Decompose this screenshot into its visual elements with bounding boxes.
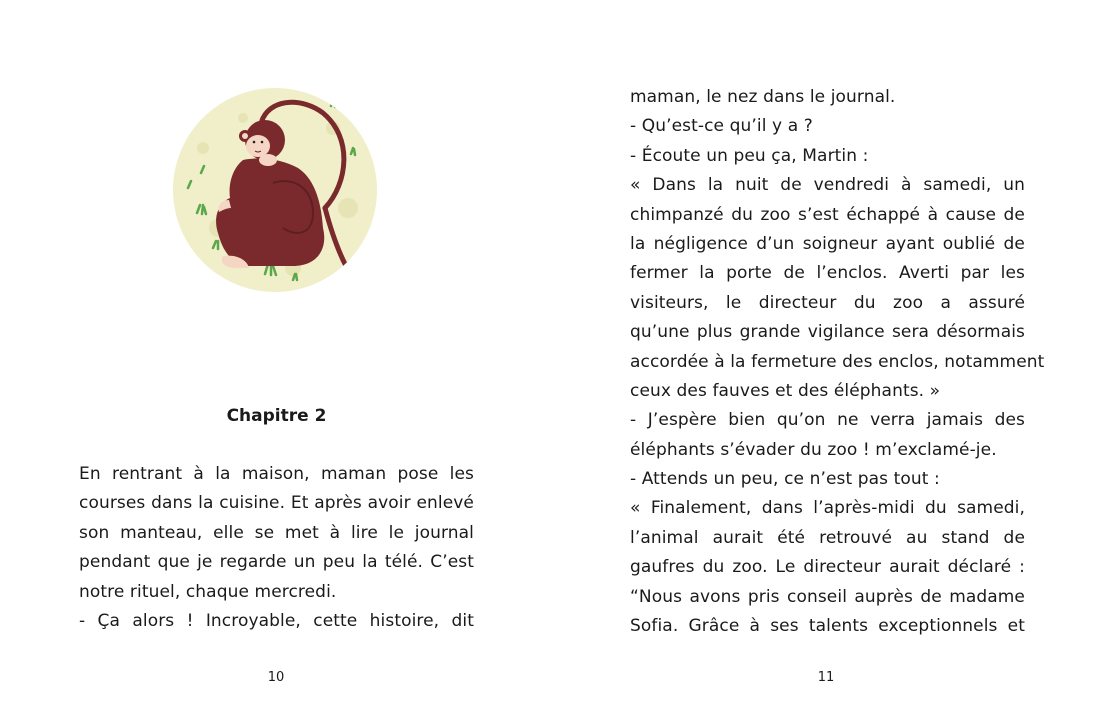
text-line: « Dans la nuit de vendredi à samedi, un — [630, 175, 1025, 196]
text-line: Sofia. Grâce à ses talents exceptionnels et — [630, 616, 1025, 637]
text-line: fermer la porte de l’enclos. Averti par les — [630, 263, 1025, 284]
text-line: la négligence d’un soigneur ayant oublié de — [630, 233, 1025, 254]
right-page-text — [630, 83, 1045, 641]
text-line: maman, le nez dans le journal. — [630, 87, 896, 107]
text-line: ceux des fauves et des éléphants. » — [630, 380, 941, 401]
text-line: son manteau, elle se met à lire le journal — [79, 522, 474, 543]
text-line: courses dans la cuisine. Et après avoir enlevé — [79, 493, 474, 514]
text-line: - Ça alors ! Incroyable, cette histoire, dit — [79, 610, 474, 631]
monkey-hand — [259, 154, 277, 166]
monkey-illustration — [173, 88, 377, 292]
text-line: - Attends un peu, ce n’est pas tout : — [630, 469, 940, 490]
text-line: - J’espère bien qu’on ne verra jamais des — [630, 410, 1025, 431]
monkey-illustration-svg — [173, 88, 377, 292]
left-page — [0, 0, 551, 709]
text-line: « Finalement, dans l’après-midi du samedi, — [630, 498, 1025, 519]
left-page-text — [79, 460, 474, 636]
text-line: qu’une plus grande vigilance sera désormais — [630, 322, 1025, 343]
text-line: pendant que je regarde un peu la télé. C’est — [79, 552, 474, 573]
text-line: accordée à la fermeture des enclos, notamment — [630, 351, 1045, 372]
text-line: - Qu’est-ce qu’il y a ? — [630, 116, 813, 137]
monkey-face — [246, 135, 270, 157]
text-line: En rentrant à la maison, maman pose les — [79, 464, 474, 484]
text-line: “Nous avons pris conseil auprès de madame — [630, 586, 1025, 607]
text-line: chimpanzé du zoo s’est échappé à cause de — [630, 204, 1025, 225]
text-line: visiteurs, le directeur du zoo a assuré — [630, 292, 1025, 313]
chapter-title: Chapitre 2 — [226, 406, 327, 426]
text-line: éléphants s’évader du zoo ! m’exclamé-je. — [630, 439, 997, 460]
page-number-right: 11 — [817, 670, 835, 685]
text-line: l’animal aurait été retrouvé au stand de — [630, 527, 1025, 548]
text-line: - Écoute un peu ça, Martin : — [630, 145, 869, 166]
right-page — [551, 0, 1103, 709]
text-line: gaufres du zoo. Le directeur aurait déclaré : — [630, 557, 1025, 578]
page-number-left: 10 — [267, 670, 285, 685]
text-line: notre rituel, chaque mercredi. — [79, 581, 337, 602]
